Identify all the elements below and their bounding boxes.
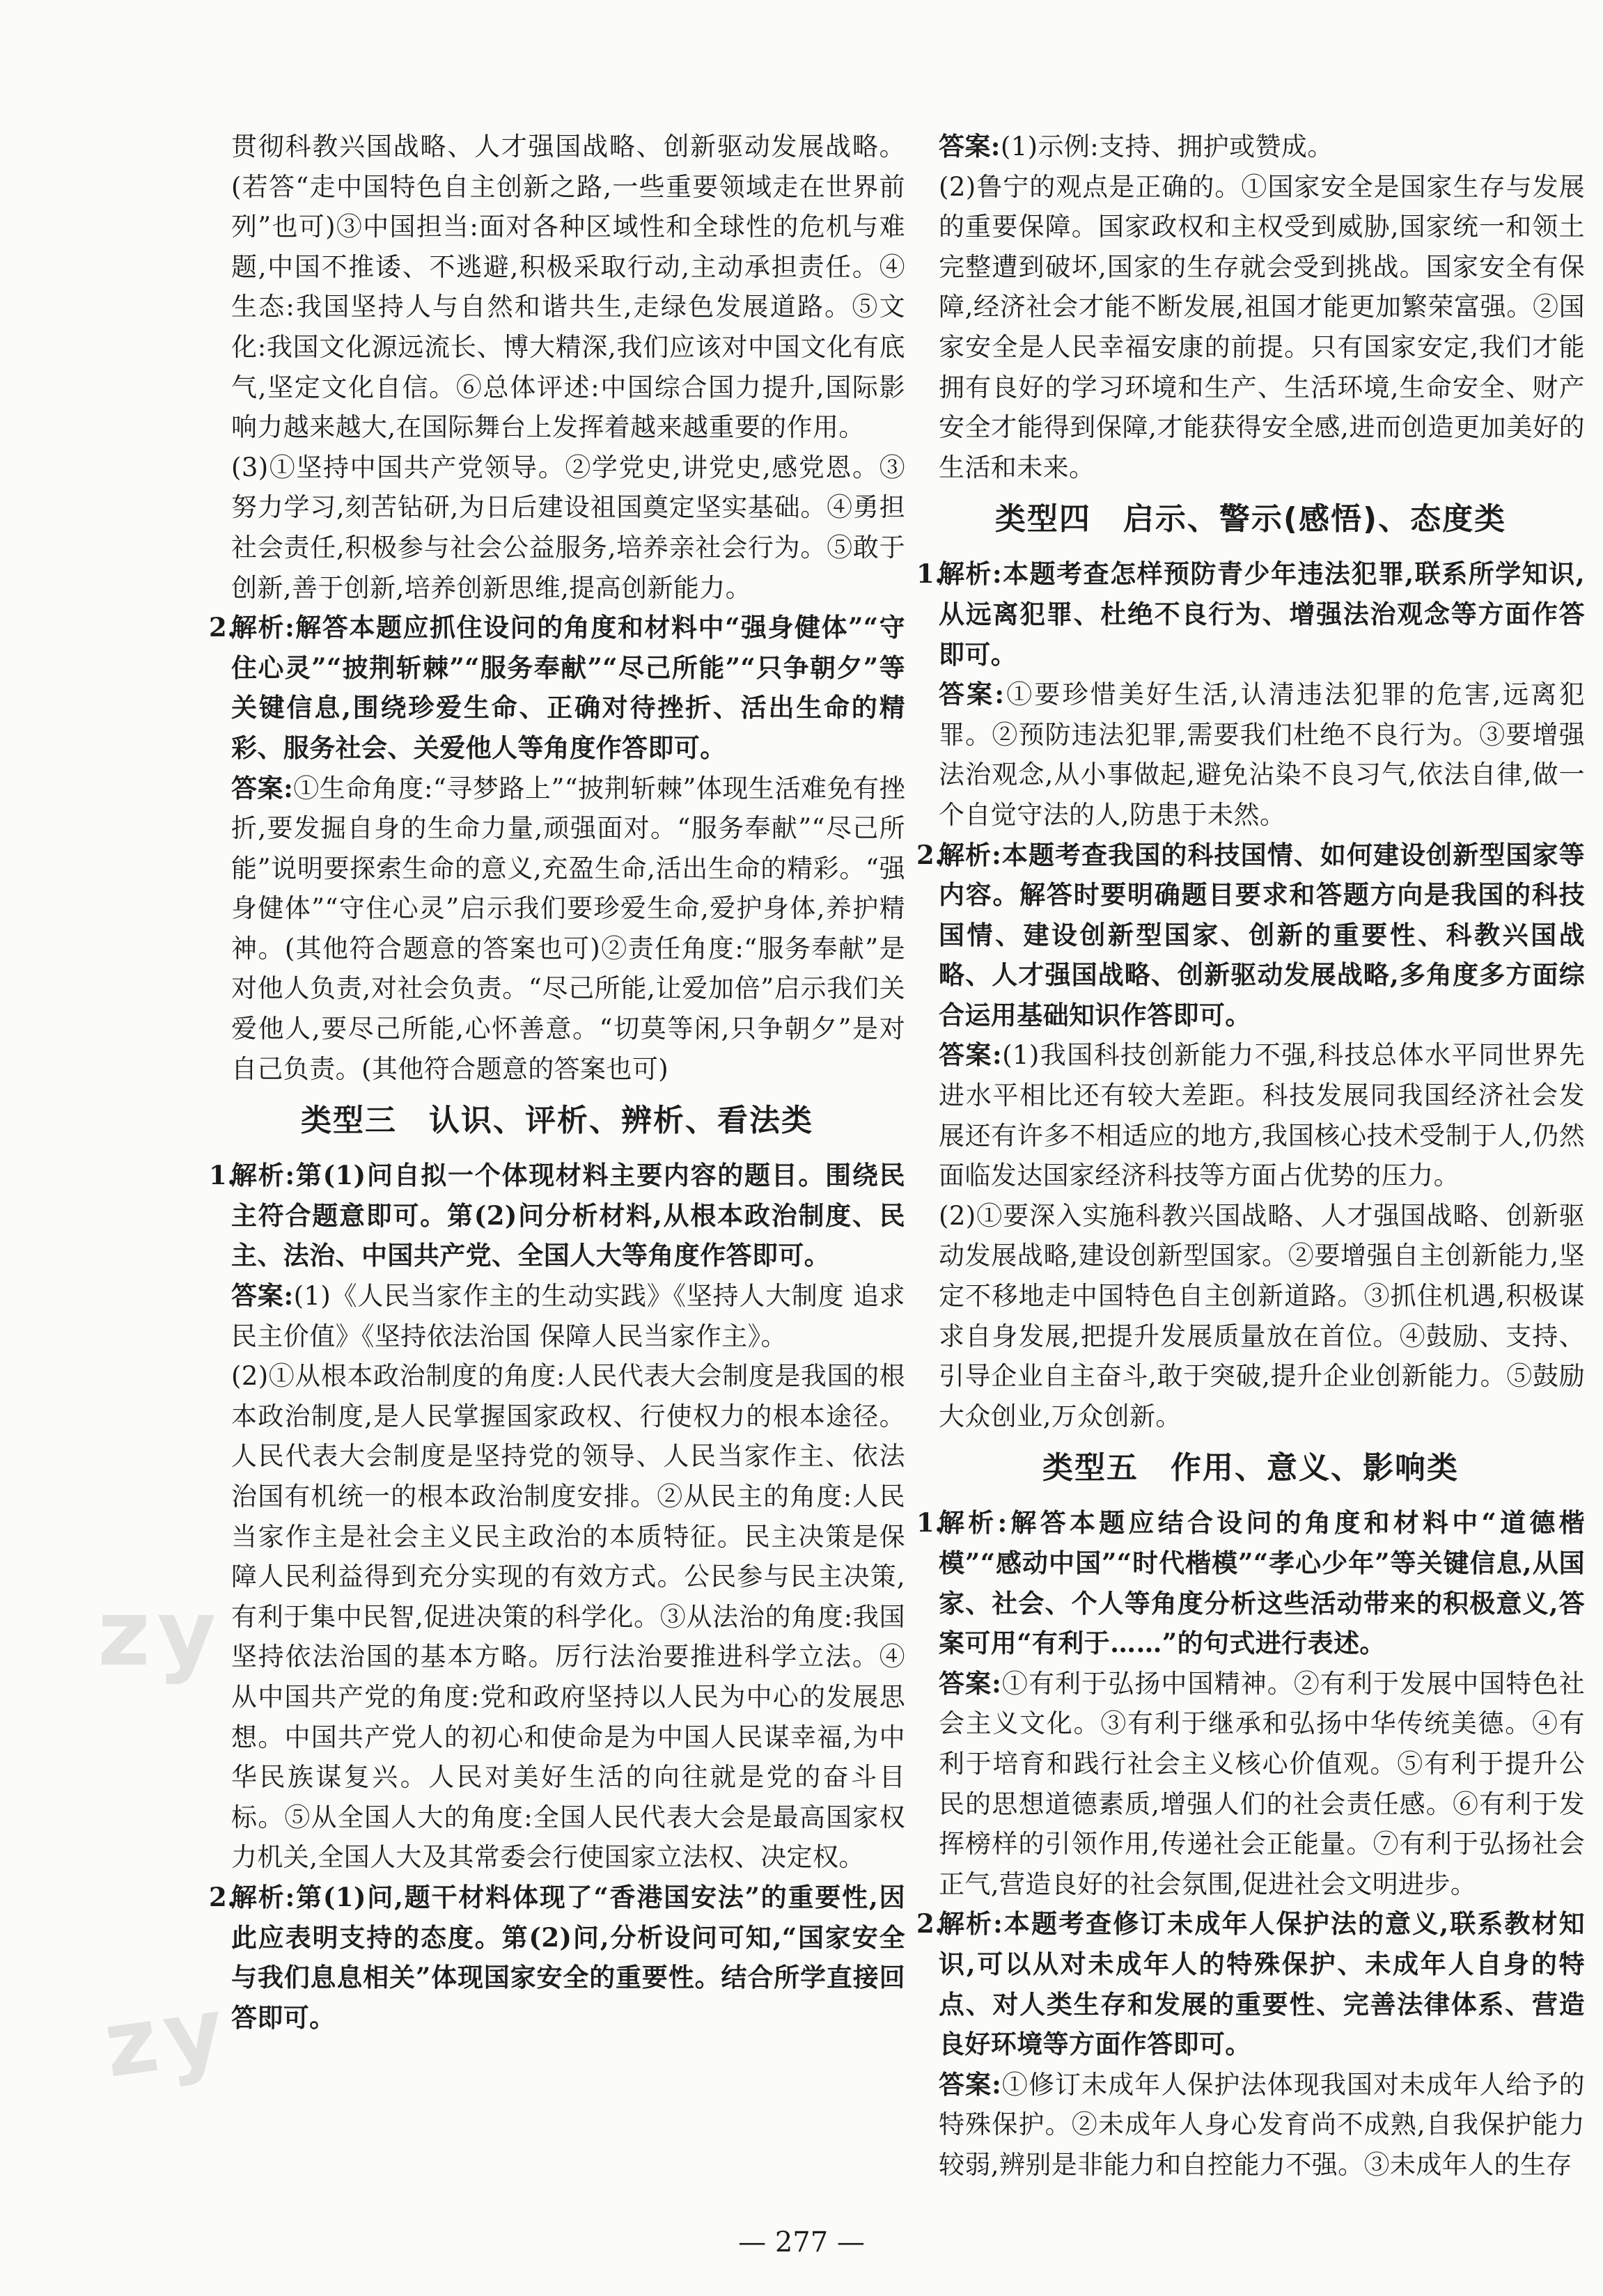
answer-text: (1)示例:支持、拥护或赞成。	[1000, 132, 1334, 162]
left-column	[209, 127, 905, 2038]
answer	[939, 1664, 1585, 1905]
type3-item-1	[209, 1156, 905, 1878]
section-heading-type5: 类型五 作用、意义、影响类	[1042, 1450, 1459, 1486]
answer	[231, 1276, 905, 1356]
answer-label: 答案:	[231, 772, 294, 803]
explain-text: 本题考查修订未成年人保护法的意义,联系教材知识,可以从对未成年人的特殊保护、未成年人自身的特点、对人类生存和发展的重要性、完善法律体系、营造良好环境等方面作答即可。	[939, 1908, 1585, 2060]
item-number: 1.	[209, 1160, 237, 1191]
answer-label: 答案:	[939, 131, 1001, 162]
explain-label: 解析:	[939, 558, 1003, 590]
answer-label: 答案:	[939, 2068, 1002, 2100]
left-paragraph-1: 贯彻科教兴国战略、人才强国战略、创新驱动发展战略。(若答“走中国特色自主创新之路,一些重要领域走在世界前列”也可)③中国担当:面对各种区域性和全球性的危机与难题,中国不推诿、不逃避,积极采取行动,主动承担责任。④生态:我国坚持人与自然和谐共生,走绿色发展道路。⑤文化:我国文化源远流长、博大精深,我们应该对中国文化有底气,坚定文化自信。⑥总体评述:中国综合国力提升,国际影响力越来越大,在国际舞台上发挥着越来越重要的作用。	[231, 132, 905, 443]
answer	[939, 1035, 1585, 1195]
explain-label: 解析:	[939, 1507, 1008, 1539]
answer-label: 答案:	[939, 1667, 1002, 1699]
explanation	[939, 1503, 1585, 1663]
explanation	[231, 1878, 905, 2038]
answer-text: (1)我国科技创新能力不强,科技总体水平同世界先进水平相比还有较大差距。科技发展同我国经济社会发展还有许多不相适应的地方,我国核心技术受制于人,仍然面临发达国家经济科技等方面占优势的压力。	[939, 1040, 1586, 1191]
answer-text: ①要珍惜美好生活,认清违法犯罪的危害,远离犯罪。②预防违法犯罪,需要我们杜绝不良行为。③要增强法治观念,从小事做起,避免沾染不良习气,依法自律,做一个自觉守法的人,防患于未然。	[939, 679, 1586, 830]
explain-label: 解析:	[939, 839, 1002, 870]
explain-label: 解析:	[231, 1160, 295, 1191]
watermark-bottom: zy	[97, 1976, 237, 2098]
item-number: 1.	[916, 1507, 944, 1539]
section-heading-type4: 类型四 启示、警示(感悟)、态度类	[994, 501, 1507, 537]
page-number: — 277 —	[738, 2226, 865, 2258]
type5-item-2	[916, 1904, 1585, 2185]
item-number: 2.	[209, 612, 237, 643]
answer-label: 答案:	[231, 1280, 294, 1312]
explain-text: 本题考查我国的科技国情、如何建设创新型国家等内容。解答时要明确题目要求和答题方向是我国的科技国情、建设创新型国家、创新的重要性、科教兴国战略、人才强国战略、创新驱动发展战略,多角度多方面综合运用基础知识作答即可。	[939, 839, 1585, 1030]
answer-part-2: (2)鲁宁的观点是正确的。①国家安全是国家生存与发展的重要保障。国家政权和主权受到威胁,国家统一和领土完整遭到破坏,国家的生存就会受到挑战。国家安全有保障,经济社会才能不断发展,祖国才能更加繁荣富强。②国家安全是人民幸福安康的前提。只有国家安定,我们才能拥有良好的学习环境和生产、生活环境,生命安全、财产安全才能得到保障,才能获得安全感,进而创造更加美好的生活和未来。	[939, 171, 1585, 482]
answer	[939, 675, 1585, 835]
answer-continued	[916, 127, 1585, 167]
explain-text: 解答本题应结合设问的角度和材料中“道德楷模”“感动中国”“时代楷模”“孝心少年”等关键信息,从国家、社会、个人等角度分析这些活动带来的积极意义,答案可用“有利于……”的句式进行表述。	[939, 1507, 1586, 1659]
type3-item-2	[209, 1878, 905, 2038]
item-number: 1.	[916, 558, 944, 590]
explain-label: 解析:	[231, 612, 295, 643]
answer-text: ①修订未成年人保护法体现我国对未成年人给予的特殊保护。②未成年人身心发育尚不成熟,自我保护能力较弱,辨别是非能力和自控能力不强。③未成年人的生存	[939, 2069, 1585, 2180]
section-heading-type3: 类型三 认识、评析、辨析、看法类	[301, 1103, 813, 1139]
type4-item-2	[916, 835, 1585, 1437]
answer-label: 答案:	[939, 679, 1005, 710]
item-number: 2.	[916, 1908, 944, 1940]
answer	[231, 769, 905, 1090]
type5-item-1	[916, 1503, 1585, 1904]
answer-part-2: (2)①要深入实施科教兴国战略、人才强国战略、创新驱动发展战略,建设创新型国家。②要增强自主创新能力,坚定不移地走中国特色自主创新道路。③抓住机遇,积极谋求自身发展,把提升发展质量放在首位。④鼓励、支持、引导企业自主奋斗,敢于突破,提升企业创新能力。⑤鼓励大众创业,万众创新。	[939, 1200, 1585, 1431]
explain-label: 解析:	[939, 1908, 1003, 1940]
item-number: 2.	[916, 839, 944, 870]
answer-label: 答案:	[939, 1039, 1003, 1071]
explanation	[939, 835, 1585, 1036]
explain-label: 解析:	[231, 1881, 295, 1912]
item-number: 2.	[209, 1881, 237, 1912]
explanation	[939, 1904, 1585, 2064]
explain-text: 解答本题应抓住设问的角度和材料中“强身健体”“守住心灵”“披荆斩棘”“服务奉献”“尽己所能”“只争朝夕”等关键信息,围绕珍爱生命、正确对待挫折、活出生命的精彩、服务社会、关爱他人等角度作答即可。	[231, 612, 905, 763]
explanation	[231, 608, 905, 768]
explain-text: 本题考查怎样预防青少年违法犯罪,联系所学知识,从远离犯罪、杜绝不良行为、增强法治观念等方面作答即可。	[939, 558, 1586, 670]
right-column	[916, 127, 1585, 2185]
explanation	[939, 554, 1585, 675]
explanation	[231, 1156, 905, 1276]
answer-part-2: (2)①从根本政治制度的角度:人民代表大会制度是我国的根本政治制度,是人民掌握国家政权、行使权力的根本途径。人民代表大会制度是坚持党的领导、人民当家作主、依法治国有机统一的根本政治制度安排。②从民主的角度:人民当家作主是社会主义民主政治的本质特征。民主决策是保障人民利益得到充分实现的有效方式。公民参与民主决策,有利于集中民智,促进决策的科学化。③从法治的角度:我国坚持依法治国的基本方略。厉行法治要推进科学立法。④从中国共产党的角度:党和政府坚持以人民为中心的发展思想。中国共产党人的初心和使命是为中国人民谋幸福,为中华民族谋复兴。人民对美好生活的向往就是党的奋斗目标。⑤从全国人大的角度:全国人民代表大会是最高国家权力机关,全国人大及其常委会行使国家立法权、决定权。	[231, 1361, 905, 1873]
answer-item-2	[209, 608, 905, 1089]
watermark-top: zy	[97, 1580, 224, 1686]
explain-text: 第(1)问,题干材料体现了“香港国安法”的重要性,因此应表明支持的态度。第(2)问,分析设问可知,“国家安全与我们息息相关”体现国家安全的重要性。结合所学直接回答即可。	[231, 1881, 906, 2033]
answer	[939, 2065, 1585, 2185]
type4-item-1	[916, 554, 1585, 835]
answer-text: ①有利于弘扬中国精神。②有利于发展中国特色社会主义文化。③有利于继承和弘扬中华传统美德。④有利于培育和践行社会主义核心价值观。⑤有利于提升公民的思想道德素质,增强人们的社会责任感。⑥有利于发挥榜样的引领作用,传递社会正能量。⑦有利于弘扬社会正气,营造良好的社会氛围,促进社会文明进步。	[939, 1668, 1585, 1899]
answer-text: ①生命角度:“寻梦路上”“披荆斩棘”体现生活难免有挫折,要发掘自身的生命力量,顽强面对。“服务奉献”“尽己所能”说明要探索生命的意义,充盈生命,活出生命的精彩。“强身健体”“守住心灵”启示我们要珍爱生命,爱护身体,养护精神。(其他符合题意的答案也可)②责任角度:“服务奉献”是对他人负责,对社会负责。“尽己所能,让爱加倍”启示我们关爱他人,要尽己所能,心怀善意。“切莫等闲,只争朝夕”是对自己负责。(其他符合题意的答案也可)	[231, 773, 905, 1084]
explain-text: 第(1)问自拟一个体现材料主要内容的题目。围绕民主符合题意即可。第(2)问分析材料,从根本政治制度、民主、法治、中国共产党、全国人大等角度作答即可。	[231, 1160, 906, 1271]
answer-text: (1)《人民当家作主的生动实践》《坚持人大制度 追求民主价值》《坚持依法治国 保障人民当家作主》。	[231, 1281, 906, 1351]
left-paragraph-2: (3)①坚持中国共产党领导。②学党史,讲党史,感党恩。③努力学习,刻苦钻研,为日后建设祖国奠定坚实基础。④勇担社会责任,积极参与社会公益服务,培养亲社会行为。⑤敢于创新,善于创新,培养创新思维,提高创新能力。	[231, 452, 905, 603]
